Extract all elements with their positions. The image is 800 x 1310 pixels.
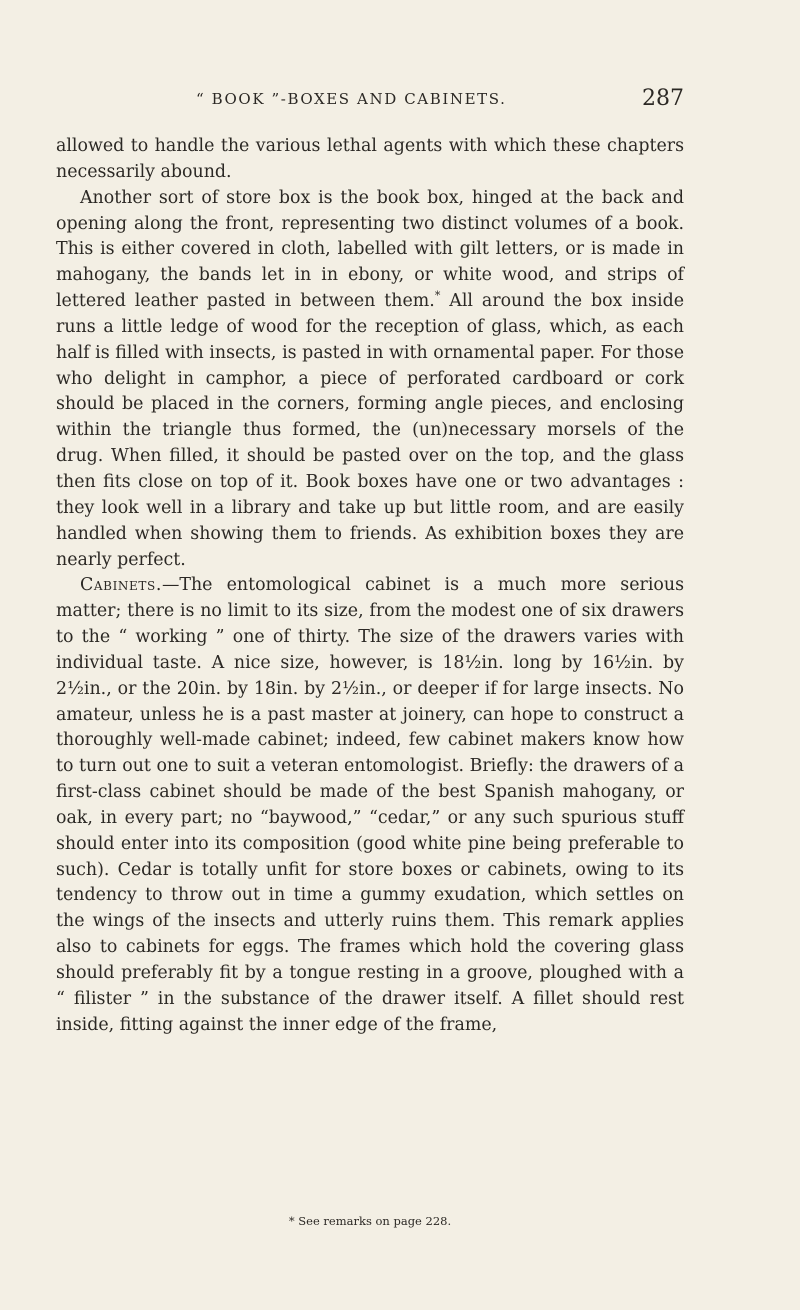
paragraph-cabinets <box>56 573 684 1038</box>
main-text <box>56 134 684 1039</box>
paragraph-book-box <box>56 186 684 574</box>
paragraph-2-text-a: Another sort of store box is the book box, hinged at the back and opening along the front, representing two distinct volumes of a book. This is either covered in cloth, labelled with gilt letters, or is made in mahogany, the bands let in in ebony, or white wood, and strips of lettered leather pasted in between them. <box>56 187 684 312</box>
page-header <box>196 86 684 116</box>
paragraph-continuation <box>56 134 684 186</box>
page-number: 287 <box>642 86 684 111</box>
running-title: “ BOOK ”-BOXES AND CABINETS. <box>196 90 507 108</box>
section-heading-cabinets: Cabinets. <box>80 575 162 596</box>
footnote: * See remarks on page 228. <box>288 1214 452 1228</box>
paragraph-1-text: allowed to handle the various lethal agents with which these chapters necessarily abound. <box>56 136 684 182</box>
paragraph-3-text: —The entomological cabinet is a much more serious matter; there is no limit to its size, from the modest one of six drawers to the “ working ” one of thirty. The size of the drawers varies with individual taste. A nice size, however, is 18½in. long by 16½in. by 2½in., or the 20in. by 18in. by 2½in., or deeper if for large insects. No amateur, unless he is a past master at joinery, can hope to construct a thoroughly well-made cabinet; indeed, few cabinet makers know how to turn out one to suit a veteran entomologist. Briefly: the drawers of a first-class cabinet should be made of the best Spanish mahogany, or oak, in every part; no “baywood,” “cedar,” or any such spurious stuff should enter into its composition (good white pine being preferable to such). Cedar is totally unfit for store boxes or cabinets, owing to its tendency to throw out in time a gummy exudation, which settles on the wings of the insects and utterly ruins them. This remark applies also to cabinets for eggs. The frames which hold the covering glass should preferably fit by a tongue resting in a groove, ploughed with a “ filister ” in the substance of the drawer itself. A fillet should rest inside, fitting against the inner edge of the frame, <box>56 575 684 1035</box>
footnote-reference-mark: * <box>434 289 441 303</box>
paragraph-2-text-b: All around the box inside runs a little ledge of wood for the reception of glass, which, as each half is filled with insects, is pasted in with ornamental paper. For those who delight in camphor, a piece of perforated cardboard or cork should be placed in the corners, forming angle pieces, and enclosing within the triangle thus formed, the (un)necessary morsels of the drug. When filled, it should be pasted over on the top, and the glass then fits close on top of it. Book boxes have one or two advantages : they look well in a library and take up but little room, and are easily handled when showing them to friends. As exhibition boxes they are nearly perfect. <box>56 291 684 570</box>
